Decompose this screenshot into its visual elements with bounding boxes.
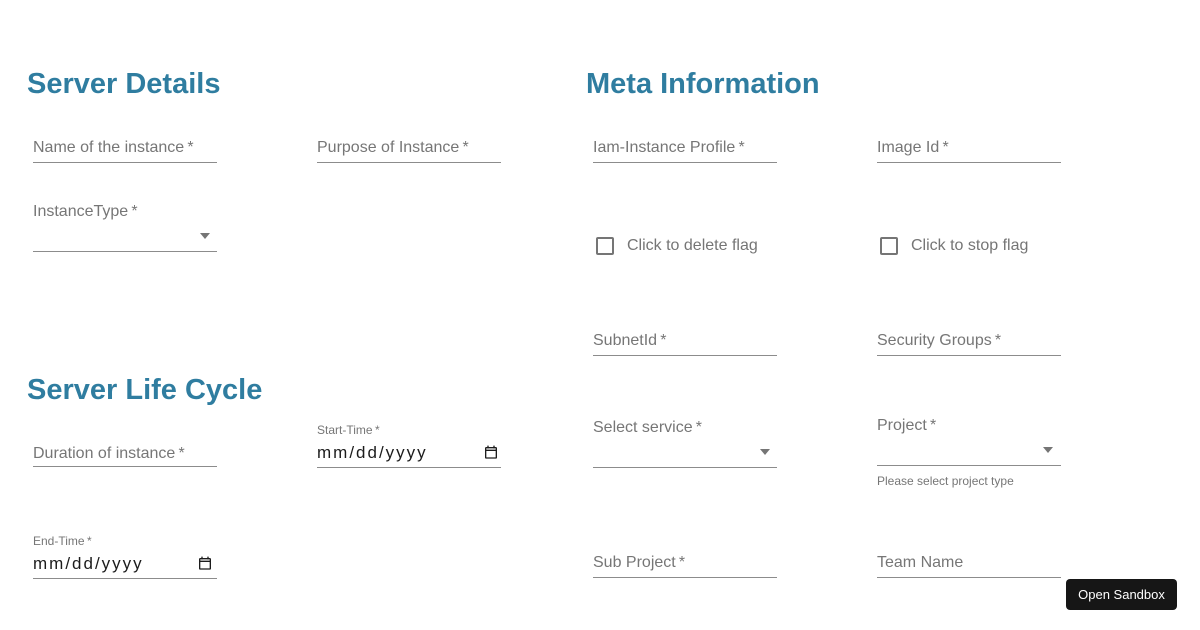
input-underline [877,465,1061,466]
sub-project-field[interactable] [593,554,777,578]
end-time-label: End-Time * [33,534,92,548]
purpose-of-instance-field[interactable] [317,139,501,163]
duration-of-instance-label: Duration of instance * [33,445,185,462]
select-service-label: Select service * [593,419,703,436]
section-title-server-details: Server Details [27,68,221,101]
chevron-down-icon[interactable] [200,233,210,239]
iam-instance-profile-label: Iam-Instance Profile * [593,139,745,156]
stop-flag-label: Click to stop flag [911,237,1029,254]
purpose-of-instance-label: Purpose of Instance * [317,139,469,156]
image-id-label: Image Id * [877,139,949,156]
stop-flag-checkbox[interactable] [880,237,1028,255]
input-underline [33,162,217,163]
section-title-meta-information: Meta Information [586,68,820,101]
select-service-select[interactable] [593,419,777,468]
subnet-id-label: SubnetId * [593,332,667,349]
input-underline [877,355,1061,356]
delete-flag-checkbox[interactable] [596,237,758,255]
checkbox-box-icon[interactable] [880,237,898,255]
input-underline [877,577,1061,578]
start-time-value[interactable]: mm/dd/yyyy [317,443,428,462]
section-title-server-life-cycle: Server Life Cycle [27,374,263,407]
input-underline [33,466,217,467]
open-sandbox-button[interactable]: Open Sandbox [1066,579,1177,610]
subnet-id-field[interactable] [593,332,777,356]
name-of-instance-label: Name of the instance * [33,139,194,156]
image-id-field[interactable] [877,139,1061,163]
input-underline [317,467,501,468]
chevron-down-icon[interactable] [1043,447,1053,453]
team-name-label: Team Name [877,554,964,571]
security-groups-label: Security Groups * [877,332,1002,349]
delete-flag-label: Click to delete flag [627,237,758,254]
iam-instance-profile-field[interactable] [593,139,777,163]
calendar-icon[interactable] [483,444,499,460]
project-select[interactable] [877,417,1061,488]
team-name-field[interactable] [877,554,1061,578]
checkbox-box-icon[interactable] [596,237,614,255]
instance-type-label: InstanceType * [33,203,138,220]
sub-project-label: Sub Project * [593,554,686,571]
start-time-date-field[interactable] [317,423,501,468]
project-helper-text: Please select project type [877,474,1014,488]
input-underline [593,355,777,356]
input-underline [593,467,777,468]
input-underline [33,251,217,252]
project-label: Project * [877,417,937,434]
end-time-value[interactable]: mm/dd/yyyy [33,554,144,573]
input-underline [593,577,777,578]
duration-of-instance-field[interactable] [33,445,217,469]
security-groups-field[interactable] [877,332,1061,356]
instance-type-select[interactable] [33,203,217,252]
calendar-icon[interactable] [197,555,213,571]
input-underline [593,162,777,163]
chevron-down-icon[interactable] [760,449,770,455]
input-underline [317,162,501,163]
name-of-instance-field[interactable] [33,139,217,163]
input-underline [877,162,1061,163]
start-time-label: Start-Time * [317,423,380,437]
input-underline [33,578,217,579]
end-time-date-field[interactable] [33,534,217,579]
